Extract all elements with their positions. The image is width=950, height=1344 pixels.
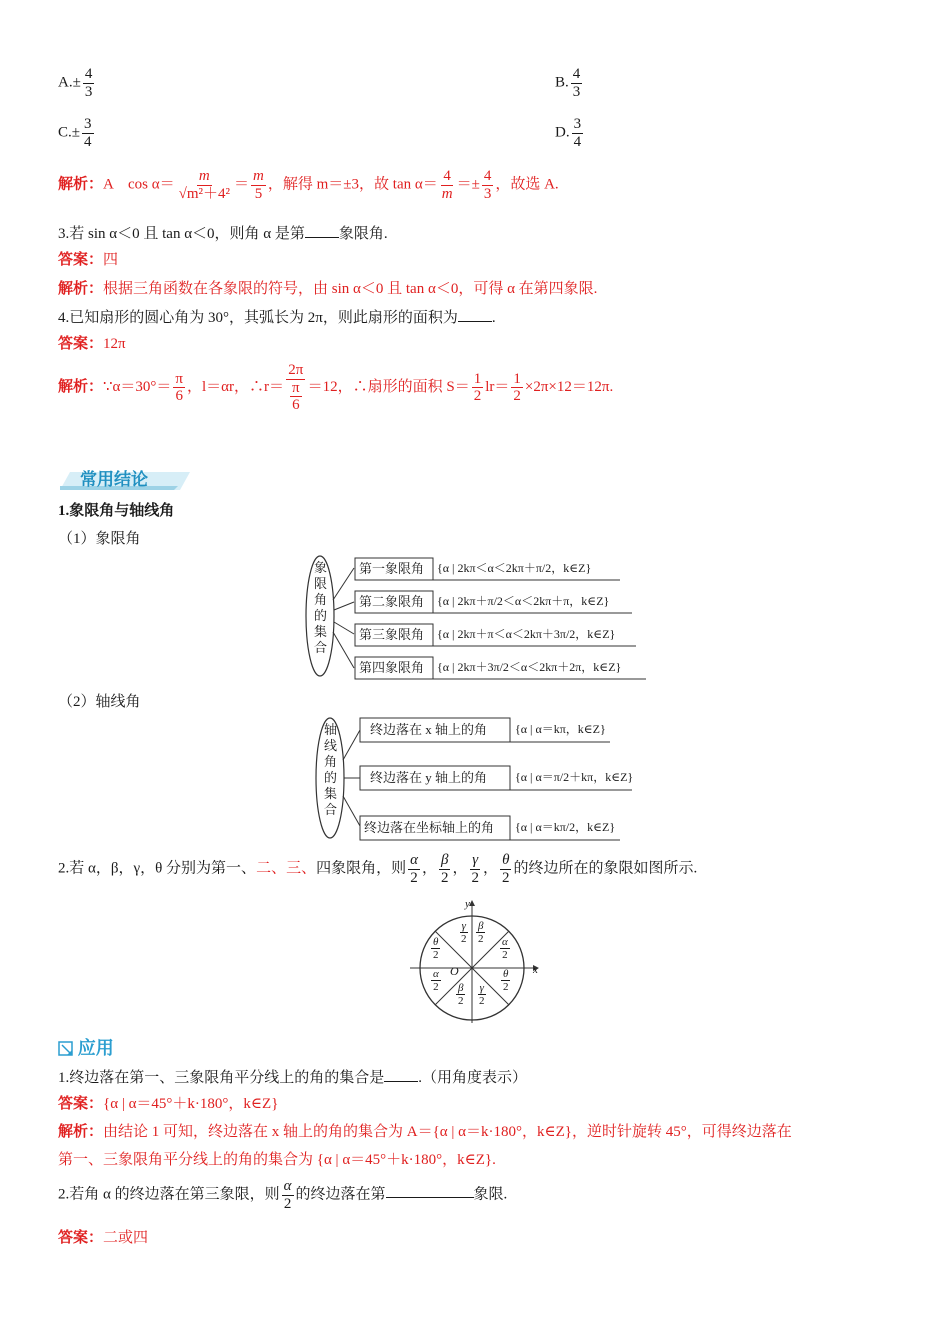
question-4: 4.已知扇形的圆心角为 30°，其弧长为 2π，则此扇形的面积为 . (58, 307, 496, 327)
answer-3: 答案：四 (58, 252, 119, 268)
app-solution-1-line2: 第一、三象限角平分线上的角的集合为 {α | α＝45°＋k·180°，k∈Z}. (58, 1152, 496, 1168)
option-c: C.± $\frac{3}{4}$ (58, 116, 92, 150)
heading-1: 1.象限角与轴线角 (58, 503, 175, 519)
coordinate-axis-set: {α | α＝kπ/2，k∈Z} (515, 820, 616, 834)
y-axis-set: {α | α＝π/2＋kπ，k∈Z} (515, 770, 634, 784)
first-quadrant-box: 第一象限角 (359, 561, 425, 576)
app-answer-2: 答案：二或四 (58, 1230, 149, 1246)
option-d: D. $\frac{3}{4}$ (555, 116, 582, 150)
answer-blank[interactable] (305, 223, 339, 238)
half-angle-circle-diagram (405, 898, 545, 1026)
beta-half-q3: $\frac{\beta}{2}$ (458, 982, 464, 1008)
solution-1: 解析：A cos α＝ $\frac{m}{\text{√m²＋4²}}$ ＝ $\frac{m}{5}$ ，解得 m＝±3，故 tan α＝ $\frac{4}{m}$ ＝± $\frac{4}{3}$ ，故选 A. (58, 168, 559, 202)
y-axis-label: y (465, 898, 470, 910)
alpha-half-q3: $\frac{\alpha}{2}$ (433, 968, 439, 994)
sub-heading-1: （1）象限角 (58, 531, 141, 547)
app-solution-1-line1: 解析：由结论 1 可知，终边落在 x 轴上的角的集合为 A＝{α | α＝k·180°，k∈Z}，逆时针旋转 45°，可得终边落在 (58, 1124, 792, 1140)
theta-half-q2: $\frac{\theta}{2}$ (433, 936, 439, 962)
section-tag: 常用结论 (60, 468, 190, 492)
x-axis-label: x (533, 964, 538, 976)
application-header: 应用 (58, 1038, 114, 1060)
app-answer-1: 答案：{α | α＝45°＋k·180°，k∈Z} (58, 1096, 279, 1112)
theta-half-q4: $\frac{\theta}{2}$ (503, 968, 509, 994)
second-quadrant-box: 第二象限角 (359, 594, 425, 609)
y-axis-box: 终边落在 y 轴上的角 (370, 770, 488, 785)
gamma-half-q4: $\frac{\gamma}{2}$ (479, 982, 485, 1008)
answer-blank[interactable] (384, 1067, 418, 1082)
application-icon (58, 1041, 74, 1057)
axis-set-label: 轴 线 角 的 集 合 (324, 722, 338, 817)
fourth-quadrant-set: {α | 2kπ＋3π/2＜α＜2kπ＋2π，k∈Z} (437, 660, 622, 674)
answer-4: 答案：12π (58, 336, 126, 352)
question-3: 3.若 sin α＜0 且 tan α＜0，则角 α 是第 象限角. (58, 223, 388, 243)
answer-blank[interactable] (386, 1183, 474, 1198)
app-question-2: 2.若角 α 的终边落在第三象限，则 $\frac{\alpha}{2}$ 的终边落在第 象限. (58, 1178, 508, 1212)
conclusion-2: 2.若 α，β，γ，θ 分别为第一、二、三、四象限角，则 $\frac{\alpha}{2}$ ， $\frac{\beta}{2}$ ， $\frac{\gamma}{2}$ ， $\frac{\theta}{2}$ 的终边所在的象限如图所示. (58, 852, 698, 886)
answer-blank[interactable] (458, 307, 492, 322)
gamma-half-q2: $\frac{\gamma}{2}$ (461, 920, 467, 946)
x-axis-set: {α | α＝kπ，k∈Z} (515, 722, 606, 736)
alpha-half-q1: $\frac{\alpha}{2}$ (502, 936, 508, 962)
solution-4: 解析：∵α＝30°＝ $\frac{\pi}{6}$ ，l＝αr，∴r＝ $\frac{2\pi}{\frac{\pi}{6}}$ ＝12，∴扇形的面积 S＝ $\frac{1}{2}$ lr＝ $\frac{1}{2}$ ×2π×12＝12π. (58, 362, 614, 413)
second-quadrant-set: {α | 2kπ＋π/2＜α＜2kπ＋π，k∈Z} (437, 594, 610, 608)
app-question-1: 1.终边落在第一、三象限角平分线上的角的集合是 .（用角度表示） (58, 1067, 527, 1087)
quadrant-angle-diagram (300, 550, 660, 682)
option-b: B. $\frac{4}{3}$ (555, 66, 581, 100)
third-quadrant-box: 第三象限角 (359, 627, 425, 642)
third-quadrant-set: {α | 2kπ＋π＜α＜2kπ＋3π/2，k∈Z} (437, 627, 616, 641)
first-quadrant-set: {α | 2kπ＜α＜2kπ＋π/2，k∈Z} (437, 561, 592, 575)
fourth-quadrant-box: 第四象限角 (359, 660, 425, 675)
solution-3: 解析：根据三角函数在各象限的符号，由 sin α＜0 且 tan α＜0，可得 α 在第四象限. (58, 281, 598, 297)
coordinate-axis-box: 终边落在坐标轴上的角 (364, 820, 495, 835)
origin-label: O (450, 964, 459, 978)
quadrant-set-label: 象 限 角 的 集 合 (314, 560, 328, 655)
option-a: A.± $\frac{4}{3}$ (58, 66, 93, 100)
axis-angle-diagram (312, 714, 642, 842)
sub-heading-2: （2）轴线角 (58, 694, 141, 710)
beta-half-q1: $\frac{\beta}{2}$ (478, 920, 484, 946)
x-axis-box: 终边落在 x 轴上的角 (370, 722, 488, 737)
